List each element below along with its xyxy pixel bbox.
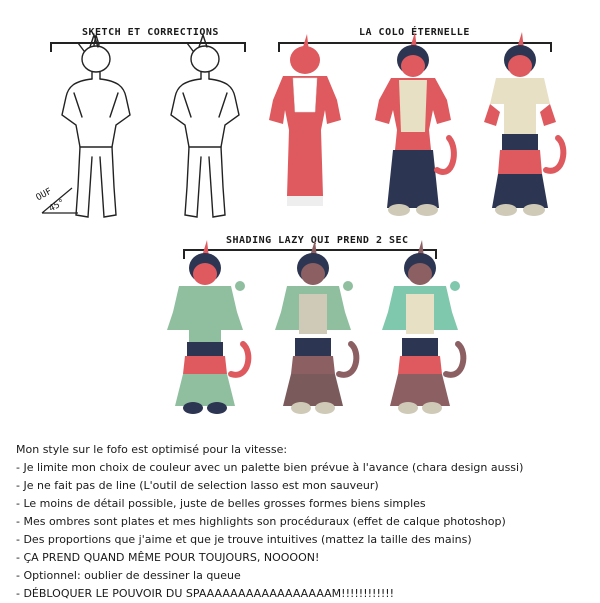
sketch-figure-1 (62, 35, 130, 217)
ouf-annotation: OUF (34, 186, 54, 204)
colo-figure-2 (375, 32, 454, 216)
notes-item: - Je limite mon choix de couleur avec un palette bien prévue à l'avance (chara design aussi) (16, 461, 524, 474)
notes-item: - DÉBLOQUER LE POUVOIR DU SPAAAAAAAAAAAAAAAAAM!!!!!!!!!!!! (16, 587, 395, 600)
notes-item: - Le moins de détail possible, juste de belles grosses formes biens simples (16, 497, 426, 510)
shading-section-title: SHADING LAZY QUI PREND 2 SEC (226, 235, 409, 246)
notes-item: - Optionnel: oublier de dessiner la queue (16, 569, 241, 582)
notes-item: - Des proportions que j'aime et que je trouve intuitives (mattez la taille des mains) (16, 533, 472, 546)
notes-item: - Mes ombres sont plates et mes highlights son procéduraux (effet de calque photoshop) (16, 515, 506, 528)
sketch-figure-2 (171, 35, 239, 217)
colo-figure-3 (484, 32, 563, 216)
style-notes (16, 441, 591, 603)
notes-item: - ÇA PREND QUAND MÊME POUR TOUJOURS, NOOOON! (16, 551, 320, 564)
shading-figure-2 (275, 240, 356, 414)
notes-item: - Je ne fait pas de line (L'outil de selection lasso est mon sauveur) (16, 479, 379, 492)
angle-annotation: 45° (47, 197, 67, 215)
sketch-section-title: SKETCH ET CORRECTIONS (82, 27, 219, 38)
notes-intro: Mon style sur le fofo est optimisé pour la vitesse: (16, 443, 288, 456)
colo-figure-1 (269, 34, 341, 206)
colo-section-title: LA COLO ÉTERNELLE (359, 27, 470, 38)
shading-figure-1 (167, 240, 248, 414)
shading-figure-3 (382, 240, 463, 414)
